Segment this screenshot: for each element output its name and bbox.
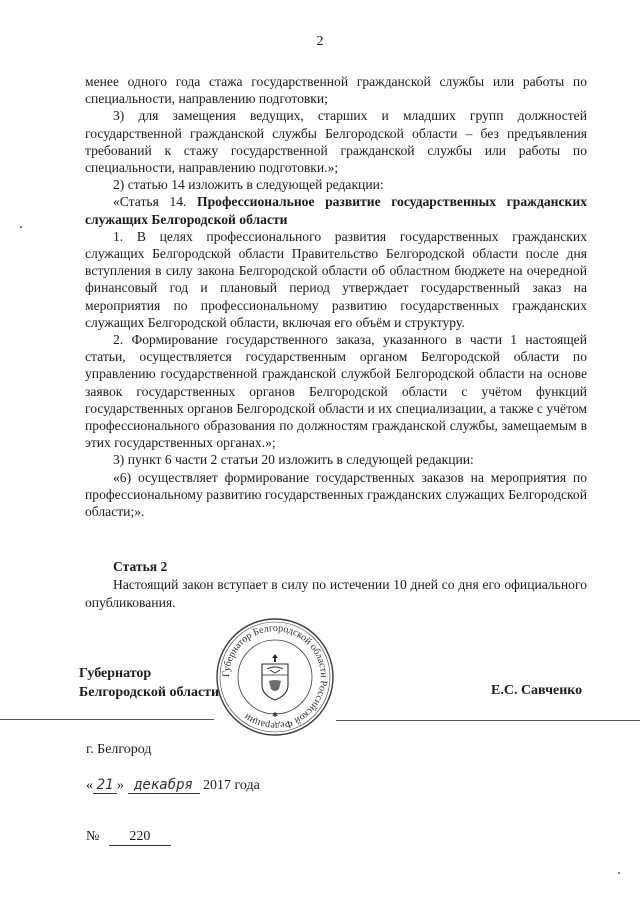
date-year: 2017 года xyxy=(203,778,260,793)
svg-text:✱: ✱ xyxy=(272,711,278,719)
number-value: 220 xyxy=(109,829,171,846)
seal-ring-text: Губернатор Белгородской области Российской Федерации xyxy=(220,622,330,732)
number-label: № xyxy=(86,829,100,844)
date-month: декабря xyxy=(128,777,200,794)
paragraph-item-2-article-14: 2) статью 14 изложить в следующей редакции: xyxy=(113,177,384,193)
article-14-part-2: 2. Формирование государственного заказа, указанного в части 1 настоящей статьи, осуществляется государственным органом Белгородской области по управлению государственной гражданской службой Белгородской области на основе заявок государственных органов Белгородской области с учётом функций государственных органов Белгородской области и их специализации, а также с учётом профессионального образования по должностям гражданской службы, замещаемым в этих государственных органах.»; xyxy=(85,332,587,451)
signature-title xyxy=(79,664,219,702)
coat-of-arms-icon xyxy=(262,654,288,700)
article-2-title: Статья 2 xyxy=(113,559,168,574)
official-seal xyxy=(215,617,335,737)
scan-artifact xyxy=(20,226,22,228)
paragraph-item-3-article-20: 3) пункт 6 части 2 статьи 20 изложить в следующей редакции: xyxy=(113,452,474,468)
separator-line-right xyxy=(336,720,640,721)
article-2 xyxy=(85,558,587,612)
page-number: 2 xyxy=(316,34,324,49)
signing-date: « 21 » декабря 2017 года xyxy=(86,777,260,793)
signature-title-line-2: Белгородской области xyxy=(79,685,220,700)
article-14-prefix: «Статья 14. xyxy=(113,194,198,210)
article-14-heading xyxy=(85,193,587,227)
paragraph-continuation: менее одного года стажа государственной гражданской службы или работы по специальности, направлению подготовки; xyxy=(85,74,587,107)
article-2-text: Настоящий закон вступает в силу по истечении 10 дней со дня его официального опубликования. xyxy=(85,577,587,610)
scan-artifact xyxy=(618,872,620,874)
separator-line-left xyxy=(0,719,214,720)
city: г. Белгород xyxy=(86,742,152,757)
article-14-title: Профессиональное развитие государственных гражданских служащих Белгородской области xyxy=(85,194,587,227)
signature-title-line-1: Губернатор xyxy=(79,666,152,681)
article-20-point-6: «6) осуществляет формирование государственных заказов на мероприятия по профессиональному развитию государственных гражданских служащих Белгородской области;». xyxy=(85,469,587,520)
article-14-part-1: 1. В целях профессионального развития государственных гражданских служащих Белгородской области Правительство Белгородской области после дня вступления в силу закона Белгородской области об областном бюджете на очередной финансовый год и плановый период утверждает государственный заказ на мероприятия по профессиональному развитию государственных гражданских служащих Белгородской области, включая его объём и структуру. xyxy=(85,228,587,330)
paragraph-item-3: 3) для замещения ведущих, старших и младших групп должностей государственной гражданской службы Белгородской области – без предъявления требований к стажу государственной гражданской службы или работы по специальности, направлению подготовки.»; xyxy=(85,108,587,176)
signature-name: Е.С. Савченко xyxy=(491,683,583,698)
document-body xyxy=(85,73,587,520)
date-day: 21 xyxy=(93,777,117,794)
document-number xyxy=(86,829,171,846)
